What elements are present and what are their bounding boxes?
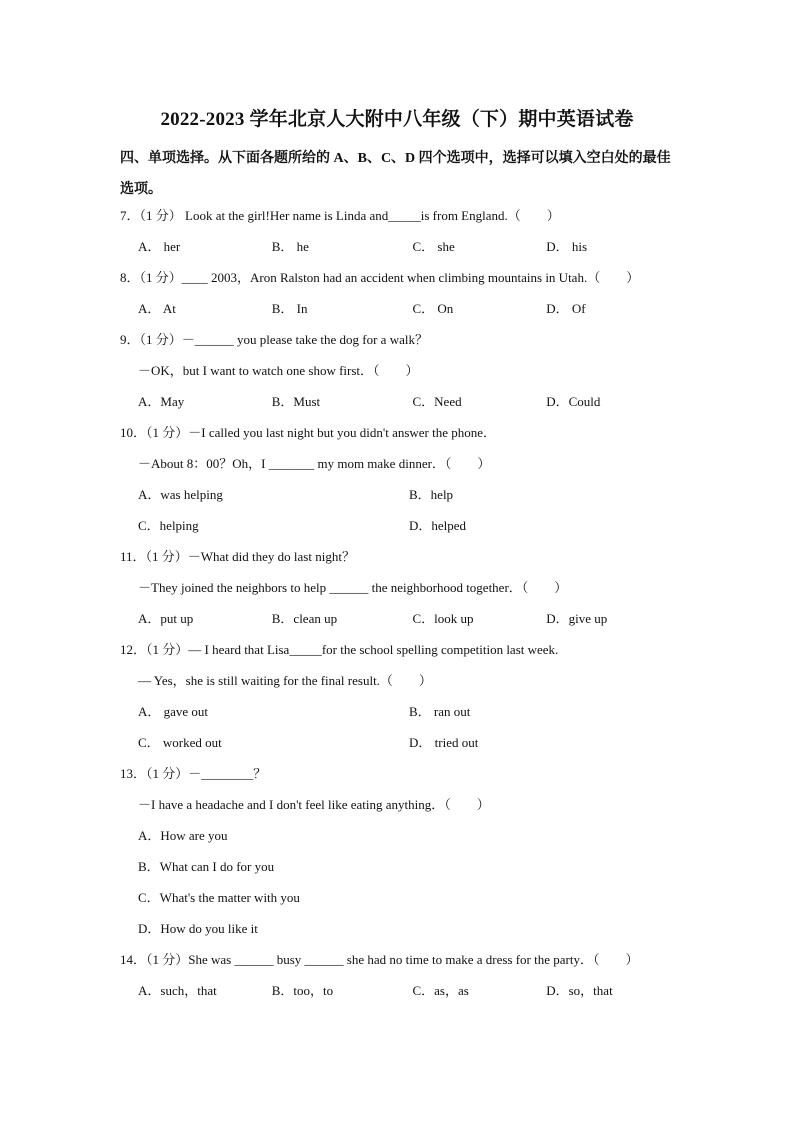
- question-stem: 14．（1 分）She was ______ busy ______ she had no time to make a dress for the party．（ ）: [120, 952, 639, 967]
- question-stem-reply: －OK，but I want to watch one show first．（ ）: [138, 363, 419, 378]
- option-b[interactable]: B． In: [271, 301, 308, 316]
- question-stem-reply: －About 8：00？Oh，I _______ my mom make dinner．（ ）: [138, 456, 491, 471]
- page-title: 2022-2023 学年北京人大附中八年级（下）期中英语试卷: [160, 109, 634, 130]
- option-a[interactable]: A． At: [138, 301, 176, 316]
- question-stem: 7．（1 分） Look at the girl!Her name is Linda and_____is from England.（ ）: [120, 208, 560, 223]
- option-b[interactable]: B． ran out: [409, 704, 471, 719]
- option-b[interactable]: B．Must: [271, 394, 321, 409]
- question-stem-reply: －I have a headache and I don't feel like eating anything．（ ）: [138, 797, 490, 812]
- option-c[interactable]: C． worked out: [138, 735, 222, 750]
- option-b[interactable]: B．help: [409, 487, 454, 502]
- option-b[interactable]: B．too，to: [271, 983, 334, 998]
- option-c[interactable]: C．helping: [138, 518, 199, 533]
- question-stem: 12．（1 分）— I heard that Lisa_____for the school spelling competition last week.: [120, 642, 559, 657]
- question-stem-reply: －They joined the neighbors to help ______ the neighborhood together．（ ）: [138, 580, 568, 595]
- options-row: [120, 231, 680, 262]
- question-stem: 11．（1 分）－What did they do last night？: [120, 549, 355, 564]
- option-c[interactable]: C．as，as: [412, 983, 469, 998]
- option-a[interactable]: A．May: [138, 394, 185, 409]
- question-10: [120, 417, 680, 541]
- option-c[interactable]: C．look up: [412, 611, 474, 626]
- options-row: [120, 696, 680, 727]
- option-d[interactable]: D． his: [546, 239, 588, 254]
- question-stem: 10．（1 分）－I called you last night but you didn't answer the phone．: [120, 425, 497, 440]
- option-a[interactable]: A．put up: [138, 611, 194, 626]
- option-d[interactable]: D．How do you like it: [138, 921, 258, 936]
- options-row: [120, 510, 680, 541]
- option-d[interactable]: D．Could: [546, 394, 601, 409]
- options-row: [120, 975, 680, 1006]
- question-stem: 13．（1 分）－________？: [120, 766, 267, 781]
- question-stem-reply: — Yes，she is still waiting for the final result.（ ）: [138, 673, 432, 688]
- option-d[interactable]: D．so，that: [546, 983, 613, 998]
- option-d[interactable]: D．helped: [409, 518, 467, 533]
- option-b[interactable]: B．What can I do for you: [138, 859, 275, 874]
- question-stem: 8．（1 分）____ 2003，Aron Ralston had an accident when climbing mountains in Utah.（ ）: [120, 270, 640, 285]
- option-b[interactable]: B． he: [271, 239, 309, 254]
- option-a[interactable]: A．How are you: [138, 828, 228, 843]
- question-8: [120, 262, 680, 324]
- option-a[interactable]: A．was helping: [138, 487, 223, 502]
- option-d[interactable]: D． tried out: [409, 735, 479, 750]
- options-row: [120, 386, 680, 417]
- option-d[interactable]: D．give up: [546, 611, 608, 626]
- questions-list: [120, 200, 680, 1006]
- option-a[interactable]: A．such，that: [138, 983, 217, 998]
- question-14: [120, 944, 680, 1006]
- question-9: [120, 324, 680, 417]
- question-stem: 9．（1 分）－______ you please take the dog for a walk？: [120, 332, 428, 347]
- question-12: [120, 634, 680, 758]
- option-d[interactable]: D． Of: [546, 301, 586, 316]
- question-11: [120, 541, 680, 634]
- option-c[interactable]: C．Need: [412, 394, 462, 409]
- option-c[interactable]: C．What's the matter with you: [138, 890, 300, 905]
- option-a[interactable]: A． her: [138, 239, 181, 254]
- option-b[interactable]: B．clean up: [271, 611, 338, 626]
- section-heading: 四、单项选择。从下面各题所给的 A、B、C、D 四个选项中，选择可以填入空白处的最佳选项。: [120, 151, 671, 197]
- options-row: [120, 603, 680, 634]
- option-a[interactable]: A． gave out: [138, 704, 209, 719]
- options-row: [120, 293, 680, 324]
- question-7: [120, 200, 680, 262]
- options-row: [120, 727, 680, 758]
- question-13: [120, 758, 680, 944]
- options-row: [120, 479, 680, 510]
- option-c[interactable]: C． On: [412, 301, 454, 316]
- option-c[interactable]: C． she: [412, 239, 455, 254]
